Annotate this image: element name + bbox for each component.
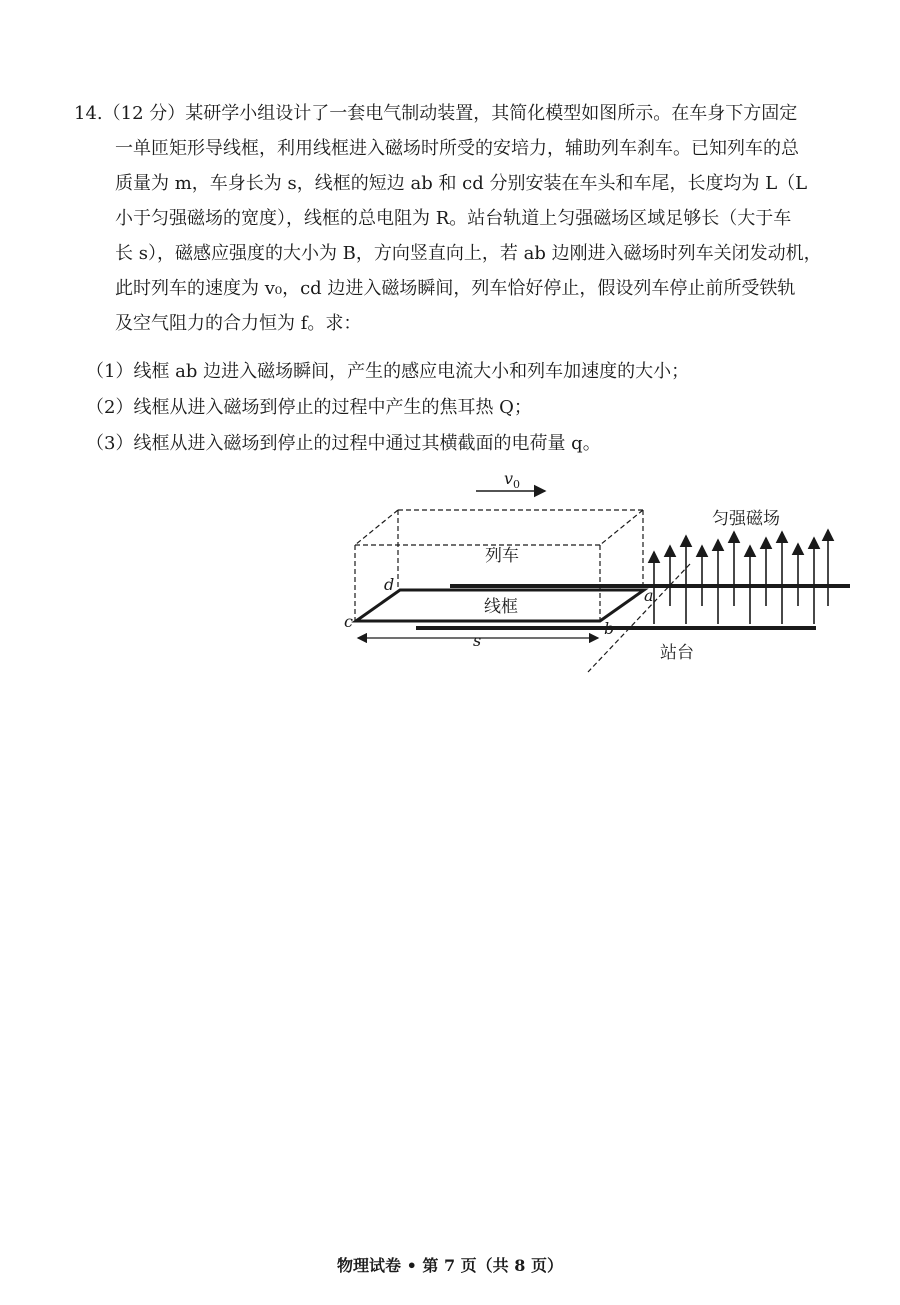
problem-line: 及空气阻力的合力恒为 f。求： [115, 313, 362, 334]
sub-question-2: （2）线框从进入磁场到停止的过程中产生的焦耳热 Q； [86, 397, 532, 418]
velocity-subscript: 0 [513, 478, 521, 491]
train-label: 列车 [485, 546, 519, 566]
velocity-v: v [504, 469, 514, 488]
problem-14 [74, 96, 874, 341]
corner-a-label: a [644, 586, 654, 605]
length-label: s [473, 631, 482, 650]
problem-line: 质量为 m，车身长为 s，线框的短边 ab 和 cd 分别安装在车头和车尾，长度均为 L（L [115, 173, 808, 194]
corner-d-label: d [384, 575, 395, 594]
problem-line: 长 s），磁感应强度的大小为 B，方向竖直向上，若 ab 边刚进入磁场时列车关闭发动机， [115, 243, 822, 264]
frame-label: 线框 [484, 597, 518, 617]
magnetic-field-arrows [654, 530, 828, 624]
problem-line: 此时列车的速度为 v₀，cd 边进入磁场瞬间，列车恰好停止，假设列车停止前所受铁轨 [115, 278, 796, 299]
problem-line: 14.（12 分）某研学小组设计了一套电气制动装置，其简化模型如图所示。在车身下方固定 [74, 103, 798, 124]
problem-line: 小于匀强磁场的宽度），线框的总电阻为 R。站台轨道上匀强磁场区域足够长（大于车 [115, 208, 792, 229]
problem-line: 一单匝矩形导线框，利用线框进入磁场时所受的安培力，辅助列车刹车。已知列车的总 [115, 138, 799, 159]
sub-question-1: （1）线框 ab 边进入磁场瞬间，产生的感应电流大小和列车加速度的大小； [86, 361, 690, 382]
train-braking-figure [330, 466, 870, 686]
corner-c-label: c [344, 612, 353, 631]
sub-question-3: （3）线框从进入磁场到停止的过程中通过其横截面的电荷量 q。 [86, 433, 601, 454]
platform-label: 站台 [660, 643, 694, 663]
velocity-label [504, 469, 520, 491]
page-footer: 物理试卷 • 第 7 页（共 8 页） [337, 1256, 563, 1275]
corner-b-label: b [604, 619, 615, 638]
field-label: 匀强磁场 [712, 509, 780, 529]
figure-svg [330, 466, 870, 686]
